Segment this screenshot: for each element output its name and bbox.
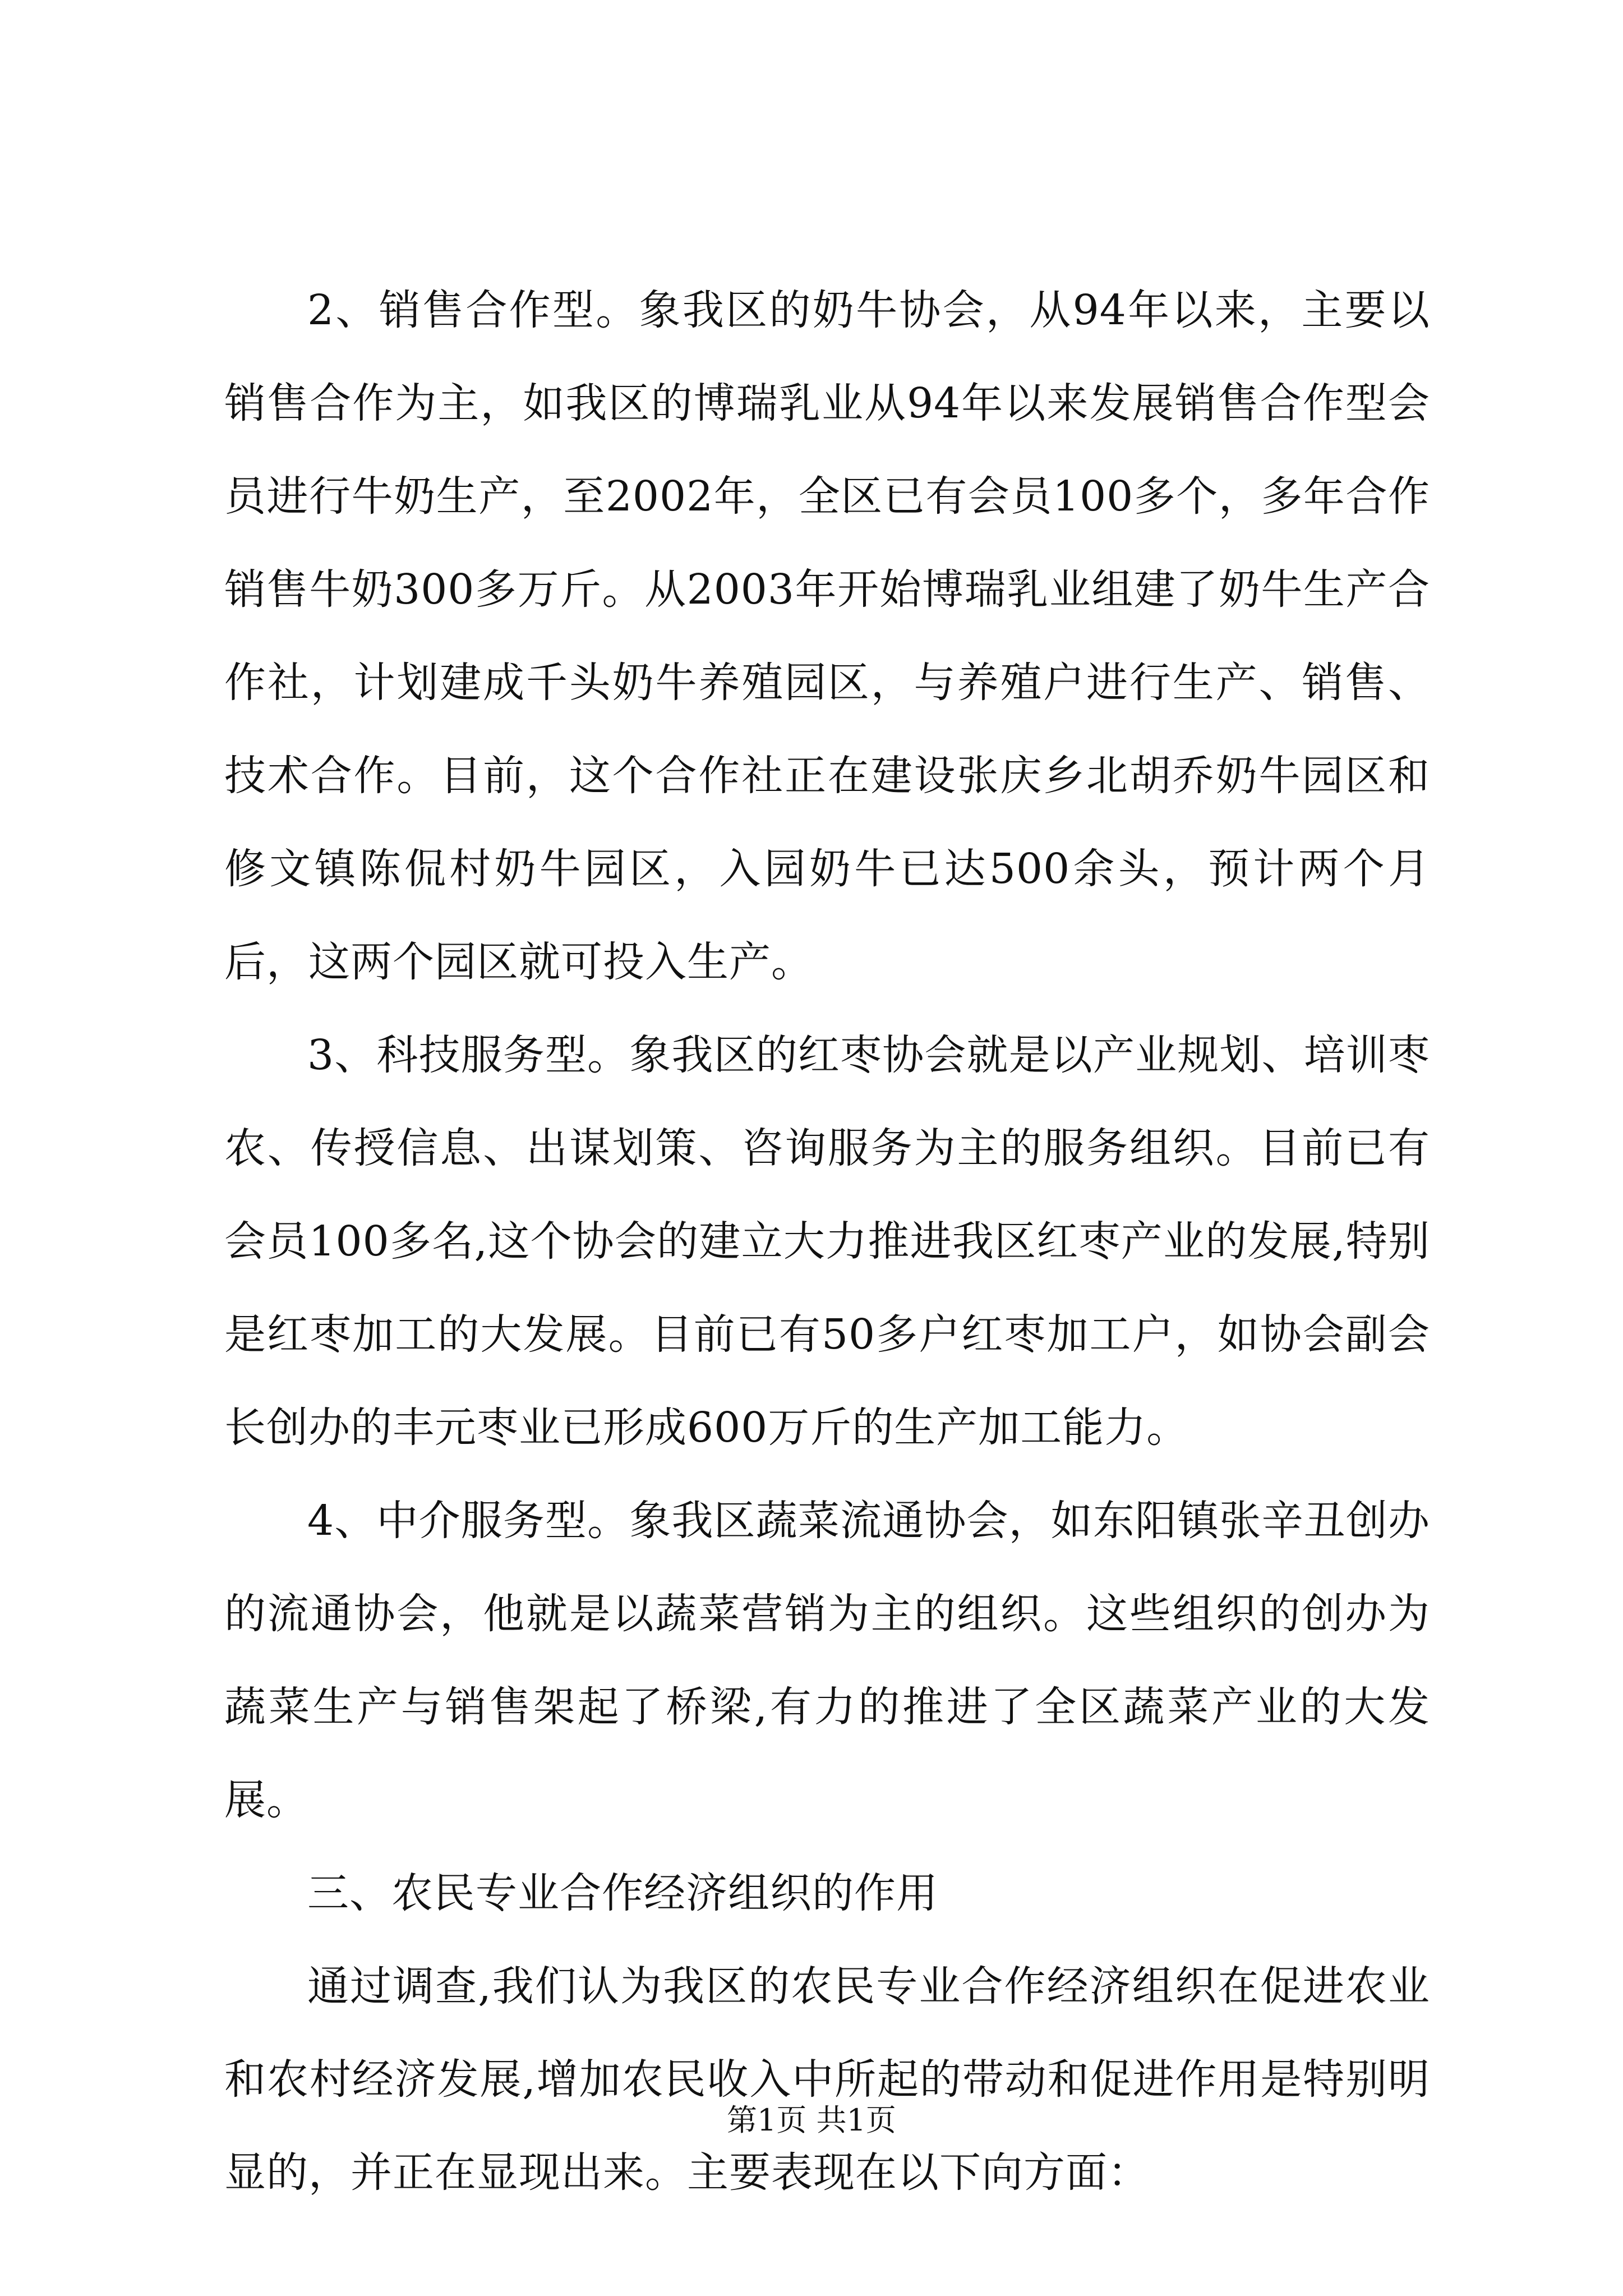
section-heading-role: 三、农民专业合作经济组织的作用 [307,1869,938,1917]
document-body [224,264,1430,2219]
paragraph-intermediary-service: 4、中介服务型。象我区蔬菜流通协会，如东阳镇张辛丑创办的流通协会，他就是以蔬菜营销为主的组织。这些组织的创办为蔬菜生产与销售架起了桥梁,有力的推进了全区蔬菜产业的大发展。 [224,1497,1430,1824]
page-footer: 第1页 共1页 [727,2102,896,2138]
paragraph-tech-service: 3、科技服务型。象我区的红枣协会就是以产业规划、培训枣农、传授信息、出谋划策、咨询服务为主的服务组织。目前已有会员100多名,这个协会的建立大力推进我区红枣产业的发展,特别是红枣加工的大发展。目前已有50多户红枣加工户，如协会副会长创办的丰元枣业已形成600万斤的生产加工能力。 [224,1031,1430,1452]
paragraph-survey-conclusion: 通过调查,我们认为我区的农民专业合作经济组织在促进农业和农村经济发展,增加农民收入中所起的带动和促进作用是特别明显的，并正在显现出来。主要表现在以下向方面： [224,1962,1430,2197]
paragraph-sales-cooperation: 2、销售合作型。象我区的奶牛协会，从94年以来，主要以销售合作为主，如我区的博瑞乳业从94年以来发展销售合作型会员进行牛奶生产，至2002年，全区已有会员100多个，多年合作销售牛奶300多万斤。从2003年开始博瑞乳业组建了奶牛生产合作社，计划建成千头奶牛养殖园区，与养殖户进行生产、销售、技术合作。目前，这个合作社正在建设张庆乡北胡乔奶牛园区和修文镇陈侃村奶牛园区，入园奶牛已达500余头，预计两个月后，这两个园区就可投入生产。 [224,286,1430,986]
